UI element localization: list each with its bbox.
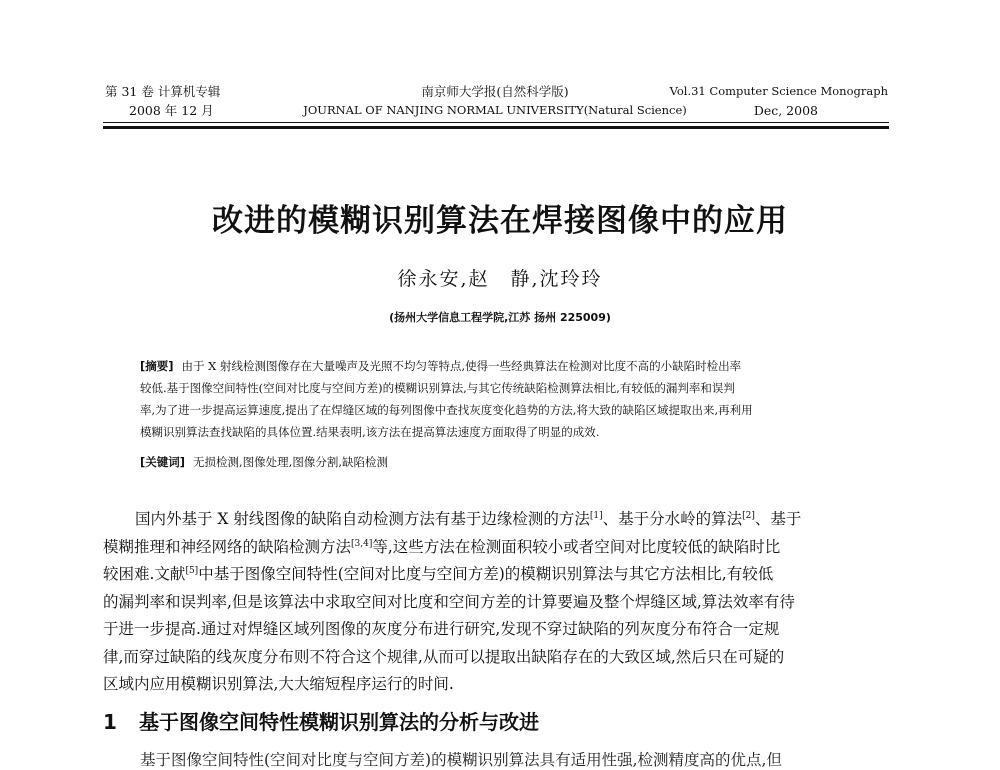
section-number: 1 bbox=[103, 710, 117, 734]
abstract-text: 由于 X 射线检测图像存在大量噪声及光照不均匀等特点,使得一些经典算法在检测对比度不高的小缺陷时检出率 bbox=[181, 359, 742, 373]
abstract-line: 较低.基于图像空间特性(空间对比度与空间方差)的模糊识别算法,与其它传统缺陷检测算法相比,有较低的漏判率和误判 bbox=[140, 381, 735, 395]
abstract-label: [摘要] bbox=[140, 359, 174, 373]
body-line: 于进一步提高.通过对焊缝区域列图像的灰度分布进行研究,发现不穿过缺陷的列灰度分布符合一定规 bbox=[103, 620, 780, 638]
keywords-label: [关键词] bbox=[140, 455, 186, 469]
paper-authors: 徐永安,赵 静,沈玲玲 bbox=[397, 268, 603, 290]
body-text bbox=[103, 506, 889, 699]
citation-ref[interactable]: [3,4] bbox=[351, 538, 373, 549]
body-line: 律,而穿过缺陷的线灰度分布则不符合这个规律,从而可以提取出缺陷存在的大致区域,然后只在可疑的 bbox=[103, 647, 785, 666]
keywords bbox=[140, 454, 860, 470]
abstract bbox=[140, 355, 860, 443]
body-text-span: 中基于图像空间特性(空间对比度与空间方差)的模糊识别算法与其它方法相比,有较低 bbox=[198, 565, 774, 583]
paper-affiliation: (扬州大学信息工程学院,江苏 扬州 225009) bbox=[389, 311, 611, 324]
section-heading bbox=[103, 706, 539, 735]
citation-ref[interactable]: [2] bbox=[742, 511, 755, 521]
volume-line: 第 31 卷 计算机专辑 bbox=[105, 84, 221, 99]
date-line: 2008 年 12 月 bbox=[129, 103, 214, 118]
body-text-span: 等,这些方法在检测面积较小或者空间对比度较低的缺陷时比 bbox=[372, 537, 781, 556]
citation-ref[interactable]: [5] bbox=[185, 566, 199, 576]
paper-title: 改进的模糊识别算法在焊接图像中的应用 bbox=[212, 203, 788, 239]
header-rule-thin bbox=[103, 122, 889, 123]
body-text-span: 国内外基于 X 射线图像的缺陷自动检测方法有基于边缘检测的方法 bbox=[135, 510, 590, 528]
body-line: 区域内应用模糊识别算法,大大缩短程序运行的时间. bbox=[103, 675, 454, 693]
journal-name-cn: 南京师大学报(自然科学版) bbox=[421, 84, 569, 99]
body-line bbox=[103, 534, 889, 562]
journal-name-en: JOURNAL OF NANJING NORMAL UNIVERSITY(Natural Science) bbox=[303, 103, 687, 117]
abstract-line: 模糊识别算法查找缺陷的具体位置.结果表明,该方法在提高算法速度方面取得了明显的成效. bbox=[140, 425, 600, 439]
body-text-span: 模糊推理和神经网络的缺陷检测方法 bbox=[103, 537, 352, 556]
abstract-line bbox=[140, 355, 860, 377]
journal-name bbox=[295, 82, 695, 120]
citation-ref[interactable]: [1] bbox=[589, 511, 603, 521]
body-line bbox=[103, 561, 889, 589]
body-line bbox=[103, 506, 889, 534]
journal-volume-info bbox=[105, 82, 220, 120]
section-title: 基于图像空间特性模糊识别算法的分析与改进 bbox=[139, 710, 539, 734]
body-text-span: 、基于 bbox=[754, 510, 802, 528]
abstract-line: 率,为了进一步提高运算速度,提出了在焊缝区域的每列图像中查找灰度变化趋势的方法,将大致的缺陷区域提取出来,再利用 bbox=[140, 403, 753, 417]
body-text-span: 较困难.文献 bbox=[103, 565, 186, 583]
body-line: 的漏判率和误判率,但是该算法中求取空间对比度和空间方差的计算要遍及整个焊缝区域,算法效率有待 bbox=[103, 592, 795, 611]
keywords-text: 无损检测,图像处理,图像分割,缺陷检测 bbox=[193, 455, 388, 469]
body-text-span: 、基于分水岭的算法 bbox=[602, 510, 743, 528]
cutoff-body-line bbox=[140, 748, 880, 769]
journal-volume-info-en bbox=[650, 82, 888, 120]
volume-line-en: Vol.31 Computer Science Monograph bbox=[669, 84, 888, 98]
header-rule-thick bbox=[103, 126, 889, 129]
date-line-en: Dec, 2008 bbox=[753, 103, 818, 118]
cutoff-text: 基于图像空间特性(空间对比度与空间方差)的模糊识别算法具有适用性强,检测精度高的优点,但 bbox=[140, 751, 782, 769]
